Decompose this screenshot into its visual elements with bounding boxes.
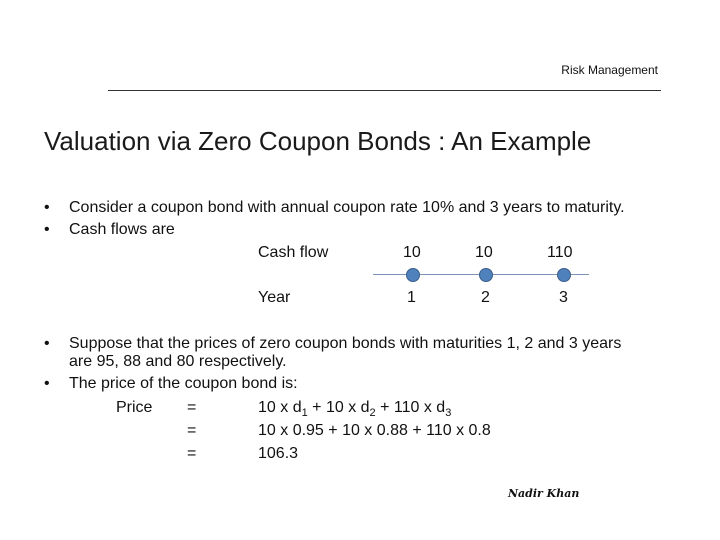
slide-title: Valuation via Zero Coupon Bonds : An Example [44, 126, 592, 156]
equation-line-2: 10 x 0.95 + 10 x 0.88 + 110 x 0.8 [258, 422, 491, 439]
timeline-node [557, 268, 571, 282]
author-signature: Nadir Khan [508, 487, 580, 500]
equals-sign: = [187, 422, 197, 439]
bullet-dot: • [44, 375, 50, 392]
bullet-dot: • [44, 335, 50, 352]
year-label: Year [258, 289, 291, 306]
term-text: + 10 x d [307, 399, 370, 416]
cashflow-label: Cash flow [258, 244, 329, 261]
subscript: 1 [301, 407, 308, 420]
cashflow-value: 10 [403, 244, 421, 261]
equation-line-3: 106.3 [258, 445, 299, 462]
equation-lhs: Price [116, 399, 153, 416]
bullet-text: Cash flows are [69, 221, 175, 238]
timeline-node [479, 268, 493, 282]
bullet-text: Suppose that the prices of zero coupon bonds with maturities 1, 2 and 3 years [69, 335, 622, 352]
year-value: 3 [559, 289, 568, 306]
term-text: + 110 x d [375, 399, 446, 416]
cashflow-value: 10 [475, 244, 493, 261]
equation-line-1 [258, 399, 451, 419]
cashflow-value: 110 [547, 244, 573, 261]
year-value: 2 [481, 289, 490, 306]
bullet-item [44, 375, 298, 393]
bullet-text: The price of the coupon bond is: [69, 375, 298, 392]
term-text: 10 x d [258, 399, 302, 416]
bullet-text: Consider a coupon bond with annual coupon rate 10% and 3 years to maturity. [69, 199, 625, 216]
bullet-item [44, 335, 621, 353]
bullet-text-continued: are 95, 88 and 80 respectively. [69, 353, 287, 370]
header-divider [108, 90, 661, 91]
course-header: Risk Management [561, 63, 658, 77]
subscript: 2 [369, 407, 376, 420]
subscript: 3 [445, 407, 452, 420]
year-value: 1 [407, 289, 416, 306]
timeline-node [406, 268, 420, 282]
bullet-dot: • [44, 221, 50, 238]
bullet-item [44, 221, 175, 239]
equals-sign: = [187, 399, 197, 416]
bullet-dot: • [44, 199, 50, 216]
equals-sign: = [187, 445, 197, 462]
bullet-item [44, 199, 625, 217]
